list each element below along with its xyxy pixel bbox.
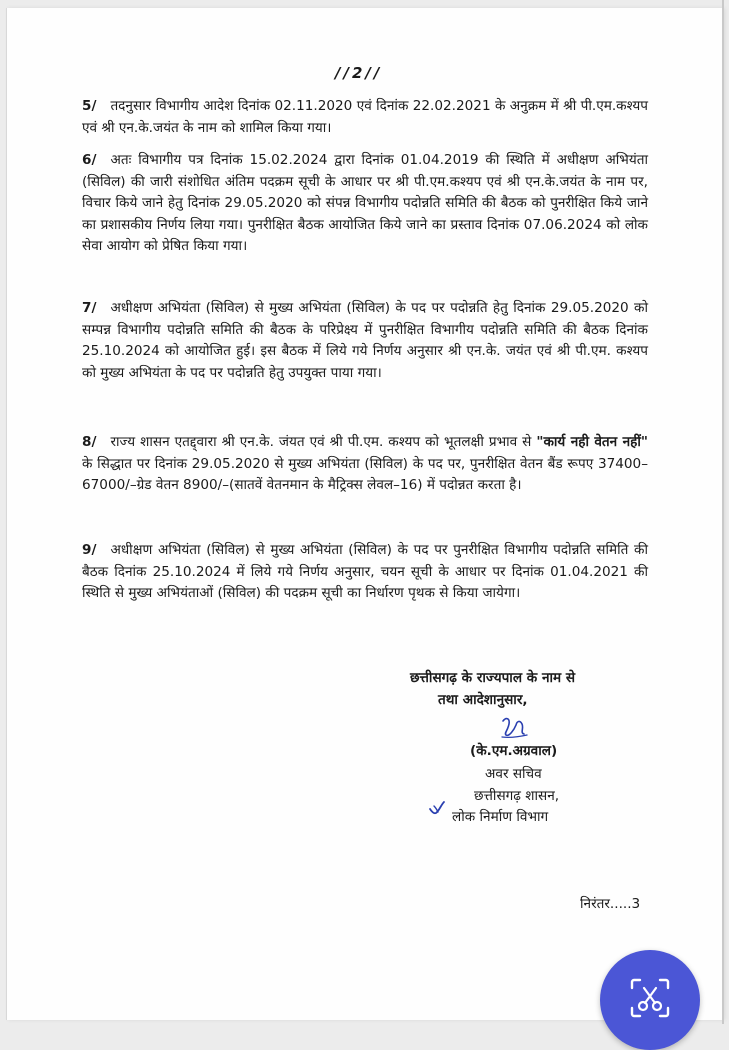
paragraph-9 — [82, 540, 648, 605]
handwritten-initial-icon — [500, 715, 530, 741]
screenshot-fab-button[interactable] — [600, 950, 700, 1050]
paragraph-bold-phrase: "कार्य नही वेतन नहीं" — [536, 434, 648, 450]
paragraph-text: अधीक्षण अभियंता (सिविल) से मुख्य अभियंता (सिविल) के पद पर पुनरीक्षित विभागीय पदोन्नति समिति की बैठक दिनांक 25.10.2024 में लिये गये निर्णय अनुसार, चयन सूची के आधार पर दिनांक 01.04.2021 की स्थिति से मुख्य अभियंताओं (सिविल) की पदक्रम सूची का निर्धारण पृथक से किया जायेगा। — [82, 542, 648, 601]
signatory-designation: अवर सचिव — [485, 766, 542, 782]
handwritten-tick-icon — [428, 800, 446, 818]
paragraph-text: अतः विभागीय पत्र दिनांक 15.02.2024 द्वारा दिनांक 01.04.2019 की स्थिति में अधीक्षण अभियंता (सिविल) की जारी संशोधित अंतिम पदक्रम सूची के आधार पर श्री पी.एम.कश्यप एवं श्री एन.के.जयंत के नाम पर, विचार किये जाने हेतु दिनांक 29.05.2020 को संपन्न विभागीय पदोन्नति समिति की बैठक को पुनरीक्षित किये जाने का प्रशासकीय निर्णय लिया गया। पुनरीक्षित बैठक आयोजित किये जाने का प्रस्ताव दिनांक 07.06.2024 को लोक सेवा आयोग को प्रेषित किया गया। — [82, 152, 648, 254]
paragraph-number: 5/ — [82, 98, 97, 114]
signature-authority-line: छत्तीसगढ़ के राज्यपाल के नाम से — [410, 670, 576, 686]
paragraph-text: तदनुसार विभागीय आदेश दिनांक 02.11.2020 एवं दिनांक 22.02.2021 के अनुक्रम में श्री पी.एम.कश्यप एवं श्री एन.के.जयंत के नाम को शामिल किया गया। — [82, 98, 648, 136]
paragraph-text-after: के सिद्धात पर दिनांक 29.05.2020 से मुख्य अभियंता (सिविल) के पद पर, पुनरीक्षित वेतन बैंड रूपए 37400–67000/–ग्रेड वेतन 8900/–(सातवें वेतनमान के मैट्रिक्स लेवल–16) में पदोन्नत करता है। — [82, 455, 648, 493]
screenshot-scissors-icon — [628, 976, 672, 1020]
signature-order-line: तथा आदेशानुसार, — [438, 692, 528, 708]
paragraph-number: 8/ — [82, 434, 97, 450]
paragraph-5 — [82, 96, 648, 139]
signatory-name: (के.एम.अग्रवाल) — [470, 743, 558, 759]
signatory-department: लोक निर्माण विभाग — [452, 809, 549, 825]
signatory-government: छत्तीसगढ़ शासन, — [474, 788, 560, 804]
paragraph-text-before: राज्य शासन एतद्द्वारा श्री एन.के. जंयत एवं श्री पी.एम. कश्यप को भूतलक्षी प्रभाव से — [110, 434, 532, 450]
paragraph-7 — [82, 298, 648, 384]
paragraph-8 — [82, 432, 648, 497]
paragraph-6 — [82, 150, 648, 258]
paragraph-number: 7/ — [82, 300, 97, 316]
page-edge — [722, 0, 724, 1024]
continued-marker: निरंतर.....3 — [580, 896, 641, 912]
paragraph-number: 9/ — [82, 542, 97, 558]
paragraph-text: अधीक्षण अभियंता (सिविल) से मुख्य अभियंता (सिविल) के पद पर पदोन्नति हेतु दिनांक 29.05.2020 को सम्पन्न विभागीय पदोन्नति समिति की बैठक के परिप्रेक्ष्य में पुनरीक्षित विभागीय पदोन्नति समिति की बैठक दिनांक 25.10.2024 को आयोजित हुई। इस बैठक में लिये गये निर्णय अनुसार श्री एन.के. जयंत एवं श्री पी.एम. कश्यप को मुख्य अभियंता के पद पर पदोन्नति हेतु उपयुक्त पाया गया। — [82, 300, 648, 381]
page-marker: //2// — [335, 64, 383, 82]
paragraph-number: 6/ — [82, 152, 97, 168]
